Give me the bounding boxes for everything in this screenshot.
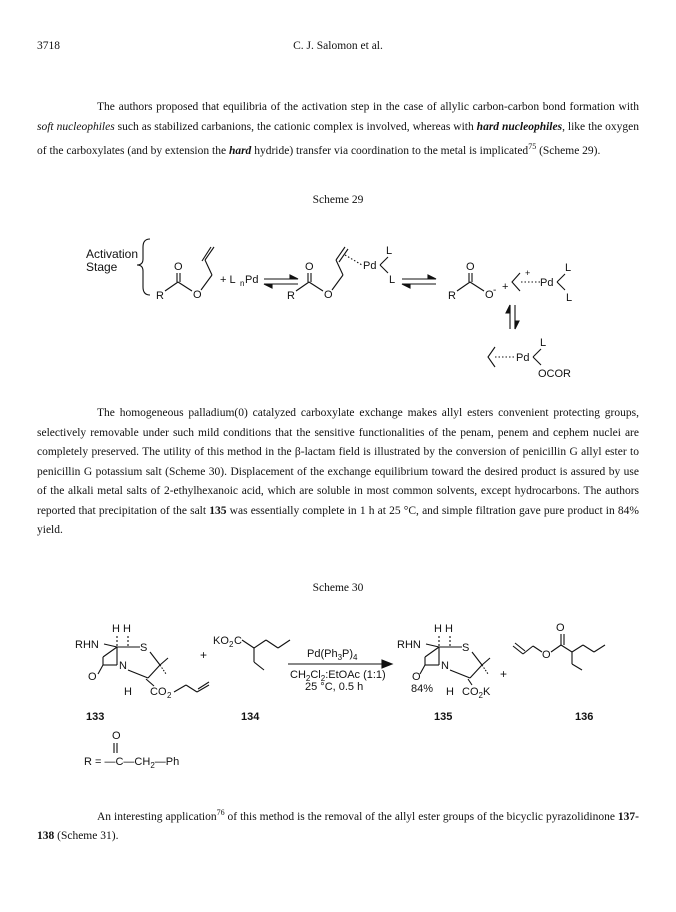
s29-pd-3: Pd	[540, 277, 554, 289]
s29-l-3: L	[565, 262, 572, 274]
s29-r-2: R	[287, 290, 295, 302]
p3-text-b: of this method is the removal of the allyl ester groups of the bicyclic pyrazolidinone	[224, 810, 618, 823]
p1-text-e: (Scheme 29).	[536, 144, 601, 157]
r-def-o: O	[112, 730, 121, 742]
brace	[137, 239, 150, 295]
s30-yield: 84%	[411, 683, 434, 695]
p3-text-c: (Scheme 31).	[54, 830, 119, 843]
s30-ko2c-sub: 2	[229, 640, 234, 649]
s30-reagent: $Pd(Ph_3P)_4$	[307, 648, 358, 662]
p1-hard-nucleophiles: hard nucleophiles	[476, 120, 563, 133]
p2-compound: 135	[209, 504, 227, 517]
s30-o-ester-136: O	[542, 649, 551, 661]
s29-minus: -	[493, 285, 497, 296]
s30-co2-1: CO	[150, 686, 167, 698]
s29-ocor: OCOR	[538, 368, 571, 380]
s30-plus-1: +	[200, 648, 208, 662]
p2-text-b: was essentially complete in 1 h at 25 °C, and simple filtration gave pure product in 84% yield.	[37, 504, 639, 536]
p1-text-a: The authors proposed that equilibria of the activation step in the case of allylic carbon-carbon bond formation with	[97, 101, 639, 113]
s29-o-ester-2: O	[324, 289, 333, 301]
label-133: 133	[86, 711, 105, 723]
s30-hh-1: H H	[112, 623, 131, 635]
p3-text-a: An interesting application	[97, 810, 217, 823]
paragraph-3	[37, 803, 639, 847]
paragraph-2	[37, 404, 639, 541]
scheme-30-diagram	[0, 612, 676, 782]
s30-n-2: N	[441, 660, 449, 672]
s29-l-2: L	[389, 274, 396, 286]
p1-text-d: hydride) transfer via coordination to the metal is implicated	[251, 144, 529, 157]
s30-o-carbonyl-136: O	[556, 622, 565, 634]
s30-co2k: $CO_2K$	[462, 686, 491, 700]
s29-o-ester-1: O	[193, 289, 202, 301]
s29-r-1: R	[156, 290, 164, 302]
scheme-29-title: Scheme 29	[312, 194, 364, 206]
s30-ko2c-c: C	[234, 635, 242, 647]
s29-o-carboxylate: O	[466, 261, 475, 273]
s30-n-1: N	[119, 660, 127, 672]
page-number: 3718	[37, 40, 60, 52]
s30-rhn-1: RHN	[75, 639, 99, 651]
s30-conditions: 25 °C, 0.5 h	[305, 681, 364, 693]
label-134: 134	[241, 711, 260, 723]
s29-pd-2: Pd	[363, 260, 377, 272]
p1-hard: hard	[228, 144, 252, 157]
s30-h-2: H	[446, 686, 454, 698]
s29-plus-1: +	[502, 281, 509, 293]
label-135: 135	[434, 711, 453, 723]
p2-text-a: The homogeneous palladium(0) catalyzed carboxylate exchange makes allyl esters convenient protecting groups, selectively removable under such mild conditions that the sensitive functionalities of the penam, penem and cephem nuclei are completely preserved. The utility of this method in the β-lactam field is illustrated by the conversion of penicillin G allyl ester to penicillin G potassium salt (Scheme 30). Displacement of the exchange equilibrium toward the desired product is assured by use of the alkali metal salts of 2-ethylhexanoic acid, which are soluble in most common solvents, except hydrocarbons. The authors reported that precipitation of the salt	[37, 407, 639, 517]
s30-hh-2: H H	[434, 623, 453, 635]
s29-l-5: L	[540, 337, 547, 349]
s29-plus-2: +	[525, 268, 531, 278]
running-head: C. J. Salomon et al.	[293, 40, 383, 52]
scheme-29-diagram	[0, 225, 676, 385]
s30-rhn-2: RHN	[397, 639, 421, 651]
s29-r-3: R	[448, 290, 456, 302]
paragraph-1	[37, 98, 639, 161]
p3-ref: 76	[216, 808, 225, 817]
s30-o-1: O	[88, 671, 97, 683]
s30-co2-sub-1: 2	[167, 691, 172, 700]
label-136: 136	[575, 711, 594, 723]
p1-ref: 75	[528, 142, 537, 151]
scheme-30-title: Scheme 30	[312, 582, 364, 594]
s30-plus-2: +	[500, 667, 508, 681]
p1-text-b: such as stabilized carbanions, the cationic complex is involved, whereas with	[114, 120, 477, 133]
stage-label: Stage	[86, 260, 118, 274]
s30-s-1: S	[140, 642, 148, 654]
s30-o-2: O	[412, 671, 421, 683]
s29-n-sub: n	[240, 279, 245, 288]
s29-pd-4: Pd	[516, 352, 530, 364]
s30-s-2: S	[462, 642, 470, 654]
s29-plus-lnpd: + L	[220, 274, 236, 286]
s30-solvent: $CH_2Cl_2:EtOAc$ (1:1)	[290, 669, 386, 683]
s30-ko2c-a: KO	[213, 635, 229, 647]
s29-l-1: L	[386, 245, 393, 257]
p1-text-c: , like the oxygen of the carboxylates (and by extension the	[37, 120, 639, 157]
activation-label: Activation	[86, 247, 139, 261]
p1-soft: soft nucleophiles	[37, 120, 115, 133]
r-definition: $R = —C—CH_2—Ph$	[84, 756, 180, 770]
s29-pd-1: Pd	[245, 274, 259, 286]
s29-o-carbonyl: O	[174, 261, 183, 273]
s30-h-1: H	[124, 686, 132, 698]
s29-o-minus: O	[485, 289, 494, 301]
s29-o-carbonyl-2: O	[305, 261, 314, 273]
s29-l-4: L	[566, 292, 573, 304]
p3-compound: 137-138	[37, 810, 639, 843]
